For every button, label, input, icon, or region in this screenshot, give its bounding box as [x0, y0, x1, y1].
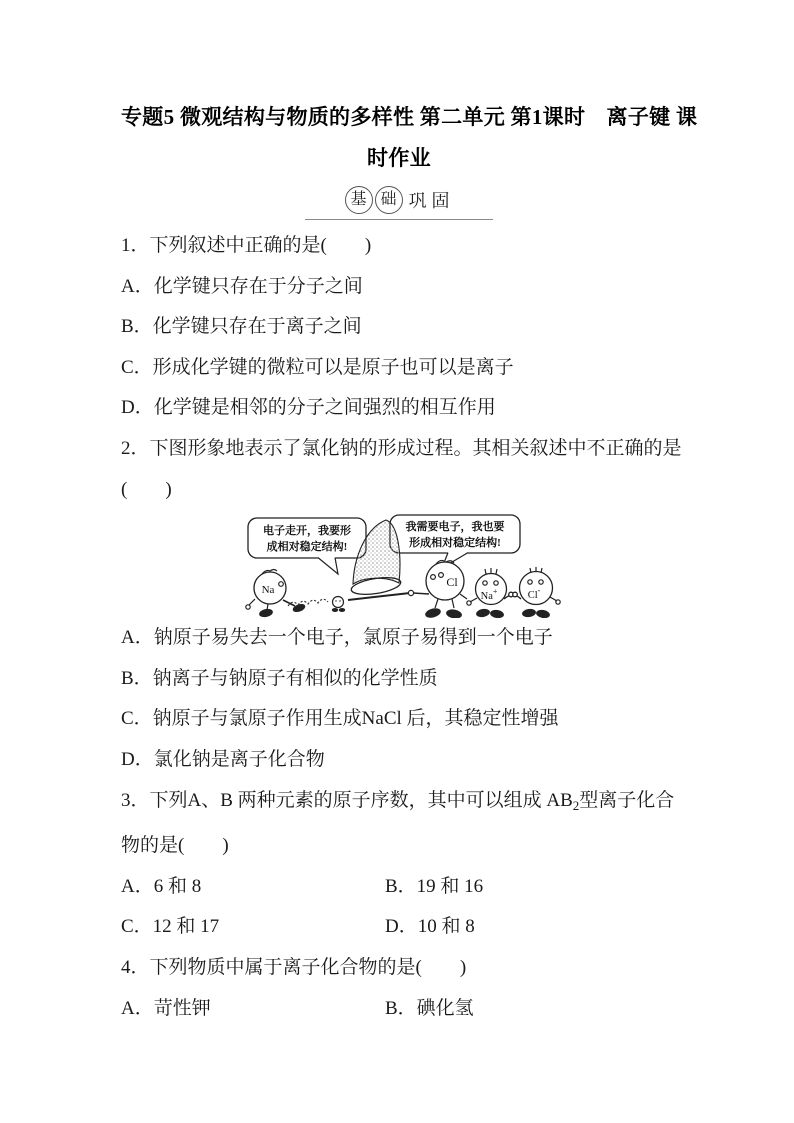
- question-2-option-a: A．钠原子易失去一个电子，氯原子易得到一个电子: [121, 627, 553, 649]
- question-1-option-d: D．化学键是相邻的分子之间强烈的相互作用: [121, 397, 496, 419]
- speech-bubble-right-line-1: 我需要电子，我也要: [405, 521, 505, 534]
- section-badge: [305, 186, 493, 220]
- question-4-options-row-1: [121, 989, 677, 1030]
- question-3-options-row-1: [121, 867, 677, 908]
- chlorine-atom-label: Cl: [446, 575, 458, 590]
- sodium-ion-character: [467, 568, 507, 618]
- question-2-option-d: D．氯化钠是离子化合物: [121, 748, 325, 770]
- sodium-atom-character: [246, 570, 307, 619]
- question-3-options-row-2: [121, 907, 677, 948]
- question-2-stem-line-2: ( ): [121, 478, 172, 500]
- question-3-option-a: A．6 和 8: [121, 875, 202, 897]
- document-body: [121, 97, 698, 1029]
- question-1-option-b: B．化学键只存在于离子之间: [121, 316, 362, 338]
- question-3-stem-post: 型离子化合: [579, 789, 675, 811]
- question-2-stem-line-1: 2．下图形象地表示了氯化钠的形成过程。其相关叙述中不正确的是: [121, 437, 682, 459]
- question-3-stem-pre: 3．下列A、B 两种元素的原子序数，其中可以组成 AB: [121, 789, 573, 811]
- question-3-stem-line-2: 物的是( ): [121, 835, 229, 857]
- question-4-option-b: B．碘化氢: [385, 997, 474, 1019]
- sodium-atom-label: Na: [261, 584, 275, 597]
- nacl-formation-cartoon: [240, 514, 570, 618]
- question-2-option-b: B．钠离子与钠原子有相似的化学性质: [121, 667, 438, 689]
- question-4-stem: 4．下列物质中属于离子化合物的是( ): [121, 956, 467, 978]
- sodium-ion-label: Na+: [480, 587, 498, 603]
- section-badge-circled-char-2: 础: [375, 186, 403, 214]
- speech-bubble-right: [390, 515, 520, 568]
- page-title: [121, 97, 698, 179]
- question-3-formula-subscript: 2: [572, 797, 580, 813]
- question-3-stem-line-1: [121, 781, 677, 827]
- question-3-option-d: D．10 和 8: [385, 916, 475, 938]
- speech-bubble-right-line-2: 形成相对稳定结构!: [409, 537, 501, 550]
- page-title-line-2: 时作业: [367, 146, 431, 170]
- question-3-option-b: B．19 和 16: [385, 875, 484, 897]
- question-4-option-a: A．苛性钾: [121, 997, 211, 1019]
- chlorine-atom-character: [408, 561, 467, 619]
- speech-bubble-left-line-2: 成相对稳定结构!: [266, 541, 348, 554]
- speech-bubble-left: [248, 518, 366, 574]
- question-1-option-a: A．化学键只存在于分子之间: [121, 275, 363, 297]
- speech-bubble-left-line-1: 电子走开，我要形: [263, 525, 351, 538]
- section-badge-text: 巩固: [408, 191, 455, 211]
- page-title-line-1: 专题5 微观结构与物质的多样性 第二单元 第1课时 离子键 课: [121, 105, 698, 129]
- chloride-ion-character: [520, 567, 561, 618]
- questions-area: [121, 226, 682, 1029]
- question-2-option-c: C．钠原子与氯原子作用生成NaCl 后，其稳定性增强: [121, 708, 559, 730]
- question-1-stem: 1．下列叙述中正确的是( ): [121, 235, 372, 256]
- question-3-option-c: C．12 和 17: [121, 916, 220, 938]
- question-1-option-c: C．形成化学键的微粒可以是原子也可以是离子: [121, 356, 514, 378]
- section-badge-circled-char-1: 基: [345, 186, 373, 214]
- chloride-ion-label: Cl-: [527, 586, 541, 602]
